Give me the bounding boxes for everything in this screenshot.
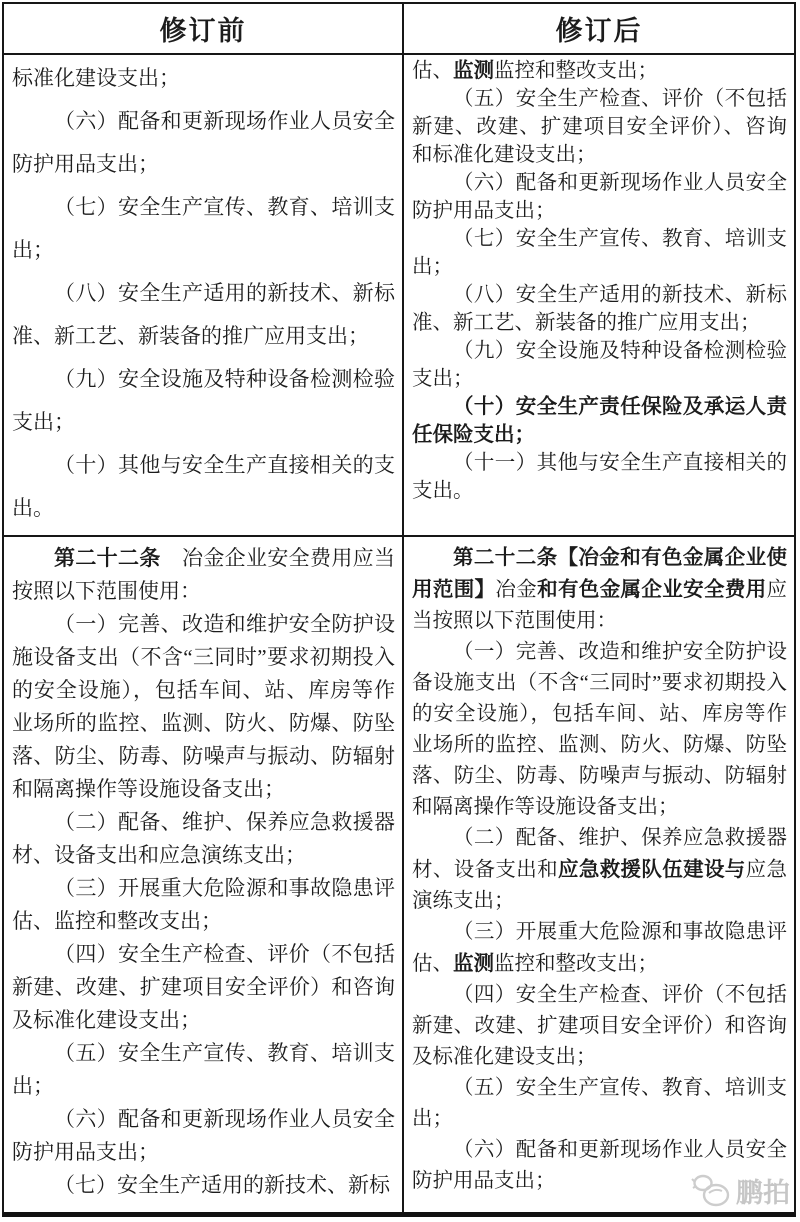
paragraph — [12, 100, 395, 186]
cell-before-revision-row-1 — [4, 55, 404, 537]
paragraph — [12, 608, 395, 806]
text-run: （二）配备、维护、保养应急救援器材、设备支出和应急演练支出； — [12, 810, 395, 867]
paragraph — [12, 186, 395, 272]
text-run: 应当按照以下范围使用： — [412, 579, 788, 632]
paragraph — [412, 980, 787, 1073]
text-run: 标准化建设支出； — [12, 66, 180, 90]
paragraph — [412, 1073, 787, 1135]
text-run: （三）开展重大危险源和事故隐患评估、 — [412, 921, 787, 975]
cell-after-revision-row-2 — [404, 537, 794, 1212]
paragraph — [12, 872, 395, 938]
revised-text-run: 应急救援队伍建设与 — [557, 858, 746, 881]
text-run: 估、 — [412, 60, 453, 82]
text-run: （五）安全生产检查、评价（不包括新建、改建、扩建项目安全评价）、咨询和标准化建设支出； — [412, 88, 787, 166]
text-run: （六）配备和更新现场作业人员安全防护用品支出； — [12, 1107, 395, 1164]
text-run: （九）安全设施及特种设备检测检验支出； — [412, 340, 787, 390]
text-run: （七）安全生产宣传、教育、培训支出； — [412, 228, 787, 278]
paragraph — [412, 225, 787, 281]
paragraph — [12, 542, 395, 608]
paragraph — [12, 358, 395, 444]
comparison-table — [2, 2, 796, 1217]
revised-text-run: （十）安全生产责任保险及承运人责任保险支出； — [412, 395, 787, 446]
text-run: （五）安全生产宣传、教育、培训支出； — [12, 1041, 395, 1098]
text-run: （四）安全生产检查、评价（不包括新建、改建、扩建项目安全评价）和咨询及标准化建设支出； — [12, 942, 395, 1032]
watermark — [691, 1171, 790, 1210]
paragraph — [412, 85, 787, 169]
text-run: （九）安全设施及特种设备检测检验支出； — [12, 367, 395, 434]
paragraph — [12, 272, 395, 358]
paragraph — [412, 57, 787, 85]
paragraph — [412, 917, 787, 980]
text-run: （一）完善、改造和维护安全防护设备设施支出（不含“三同时”要求初期投入的安全设施），包括车间、站、库房等作业场所的监控、监测、防火、防爆、防坠落、防尘、防毒、防噪声与振动、防辐射和隔离操作等设施设备支出； — [412, 641, 787, 818]
pengpai-bird-logo — [691, 1173, 731, 1209]
text-run: （十）其他与安全生产直接相关的支出。 — [12, 453, 395, 520]
text-run: 冶金 — [495, 579, 538, 601]
paragraph — [412, 337, 787, 393]
text-run: （八）安全生产适用的新技术、新标准、新工艺、新装备的推广应用支出； — [12, 281, 395, 348]
revised-text-run: 监测 — [453, 59, 494, 82]
paragraph — [412, 637, 787, 823]
text-run: （二）配备、维护、保养应急救援器材、设备支出和 — [412, 827, 787, 881]
text-run: （七）安全生产适用的新技术、新标 — [54, 1173, 390, 1197]
text-run: （八）安全生产适用的新技术、新标准、新工艺、新装备的推广应用支出； — [412, 284, 787, 334]
column-header-after-revision — [404, 4, 794, 55]
paragraph — [412, 169, 787, 225]
paragraph — [412, 393, 787, 449]
text-run: （五）安全生产宣传、教育、培训支出； — [412, 1077, 787, 1130]
paragraph — [412, 823, 787, 917]
text-run: （三）开展重大危险源和事故隐患评估、监控和整改支出； — [12, 876, 395, 933]
paragraph — [412, 449, 787, 505]
text-run: （四）安全生产检查、评价（不包括新建、改建、扩建项目安全评价）和咨询及标准化建设支出； — [412, 984, 787, 1068]
text-run: 冶金企业安全费用应当按照以下范围使用： — [12, 546, 396, 603]
text-run: （六）配备和更新现场作业人员安全防护用品支出； — [412, 172, 787, 222]
text-run: （七）安全生产宣传、教育、培训支出； — [12, 195, 395, 262]
paragraph — [12, 1169, 395, 1202]
revised-text-run: 第二十二条 — [54, 547, 161, 570]
text-run: （六）配备和更新现场作业人员安全防护用品支出； — [412, 1139, 787, 1192]
text-run: 监控和整改支出； — [494, 953, 658, 975]
revised-text-run: 监测 — [453, 952, 494, 975]
paragraph — [12, 57, 395, 100]
column-header-before-revision — [4, 4, 404, 55]
paragraph — [412, 542, 787, 637]
watermark-text: 鹏拍 — [736, 1178, 790, 1208]
revised-text-run: 第二十二条【冶金和有色金属企业使用范围】 — [412, 546, 787, 601]
text-run: （六）配备和更新现场作业人员安全防护用品支出； — [12, 109, 395, 176]
column-header-after-label: 修订后 — [555, 16, 643, 46]
cell-before-revision-row-2 — [4, 537, 404, 1212]
text-run: 应急演练支出； — [412, 859, 788, 912]
paragraph — [12, 806, 395, 872]
cell-after-revision-row-1 — [404, 55, 794, 537]
column-header-before-label: 修订前 — [159, 16, 247, 46]
text-run: （一）完善、改造和维护安全防护设施设备支出（不含“三同时”要求初期投入的安全设施），包括车间、站、库房等作业场所的监控、监测、防火、防爆、防坠落、防尘、防毒、防噪声与振动、防辐射和隔离操作等设施设备支出； — [12, 612, 395, 801]
revised-text-run: 和有色金属企业安全费用 — [537, 578, 767, 601]
paragraph — [12, 938, 395, 1037]
paragraph — [12, 1037, 395, 1103]
paragraph — [12, 1103, 395, 1169]
text-run: 监控和整改支出； — [494, 60, 658, 82]
paragraph — [12, 444, 395, 530]
text-run: （十一）其他与安全生产直接相关的支出。 — [412, 452, 787, 502]
paragraph — [412, 281, 787, 337]
